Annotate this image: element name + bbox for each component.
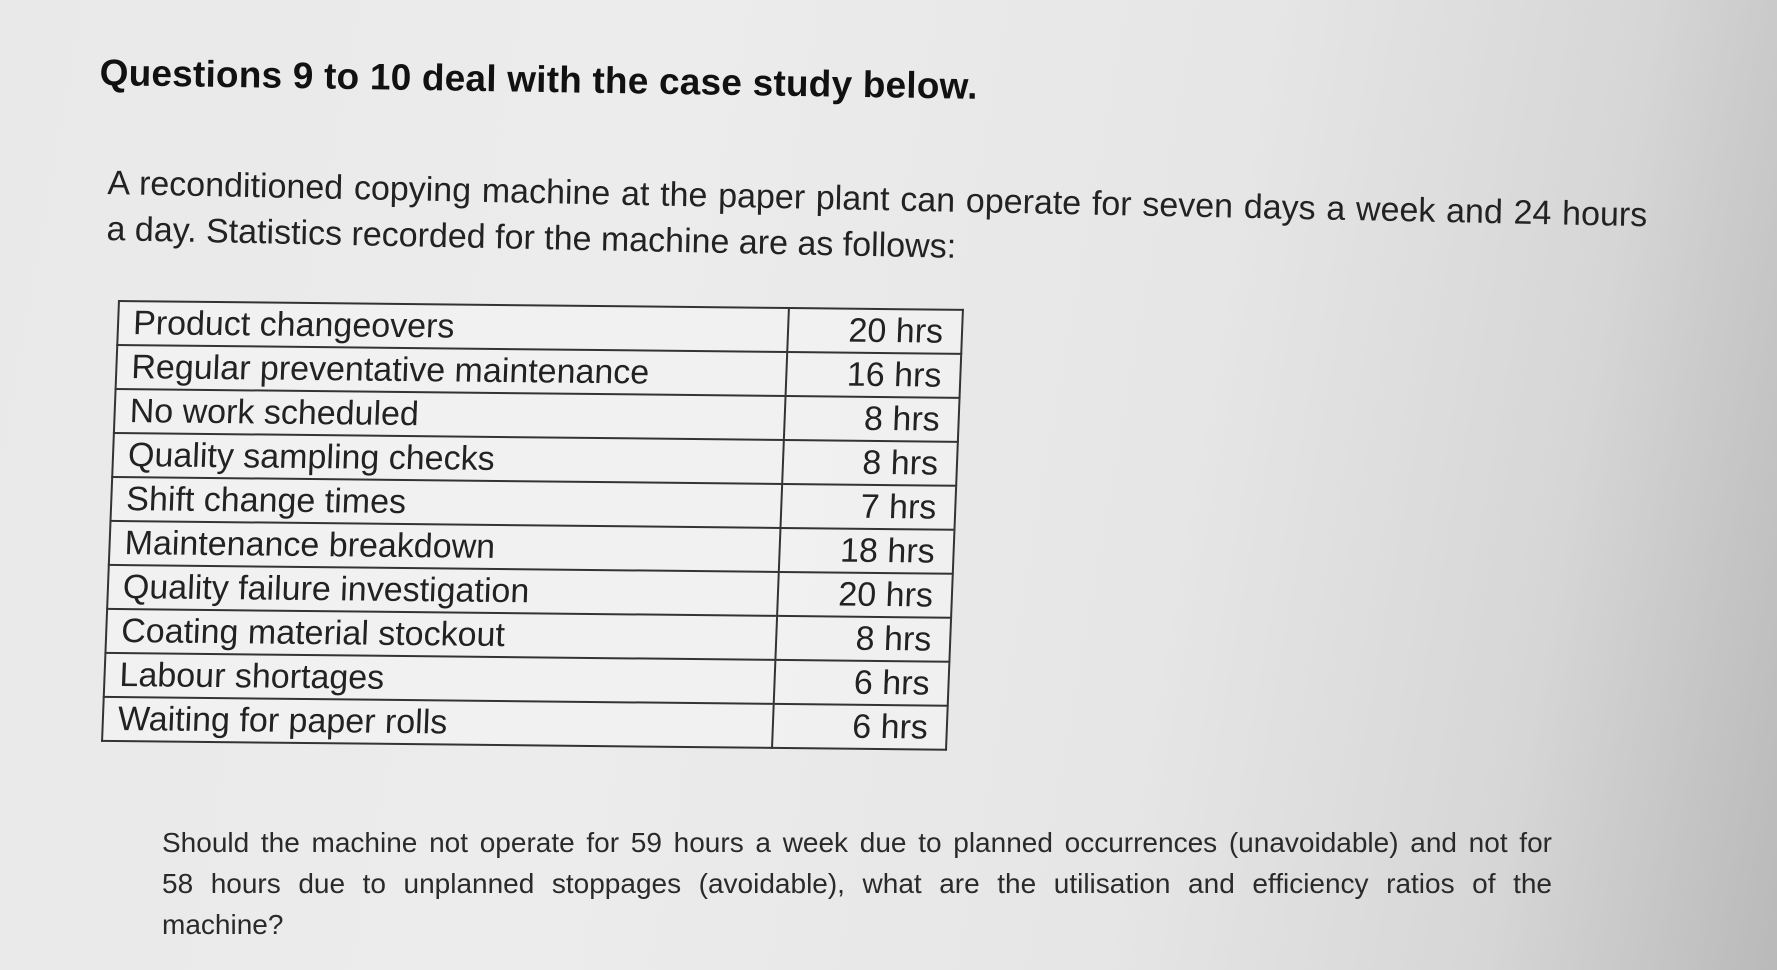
downtime-hours: 20 hrs <box>787 308 963 354</box>
downtime-label: Maintenance breakdown <box>109 521 781 572</box>
downtime-label: Labour shortages <box>104 653 776 704</box>
case-study-intro: A reconditioned copying machine at the paper plant can operate for seven days a week and 24 hours a day. Statistics recorded for the machine are as follows: <box>106 163 1648 266</box>
downtime-label: Quality failure investigation <box>107 565 779 616</box>
downtime-label: No work scheduled <box>114 389 786 440</box>
case-study-heading: Questions 9 to 10 deal with the case study below. <box>99 52 979 107</box>
downtime-label: Coating material stockout <box>105 609 777 660</box>
downtime-label: Shift change times <box>111 477 783 528</box>
downtime-label: Quality sampling checks <box>112 433 784 484</box>
downtime-hours: 20 hrs <box>777 572 953 618</box>
downtime-label: Regular preventative maintenance <box>116 345 788 396</box>
downtime-table-container <box>101 300 964 751</box>
downtime-table <box>101 300 964 751</box>
downtime-hours: 6 hrs <box>774 660 950 706</box>
downtime-hours: 16 hrs <box>786 352 962 398</box>
downtime-hours: 6 hrs <box>772 704 948 750</box>
downtime-label: Product changeovers <box>117 301 789 352</box>
question-text: Should the machine not operate for 59 hours a week due to planned occurrences (unavoidable) and not for 58 hours due to unplanned stoppages (avoidable), what are the utilisation and efficiency ratios of the machine? <box>162 827 1552 940</box>
downtime-hours: 7 hrs <box>780 484 956 530</box>
table-row <box>102 697 948 750</box>
downtime-label: Waiting for paper rolls <box>102 697 774 748</box>
downtime-hours: 8 hrs <box>784 396 960 442</box>
downtime-hours: 8 hrs <box>782 440 958 486</box>
downtime-hours: 8 hrs <box>775 616 951 662</box>
downtime-hours: 18 hrs <box>779 528 955 574</box>
